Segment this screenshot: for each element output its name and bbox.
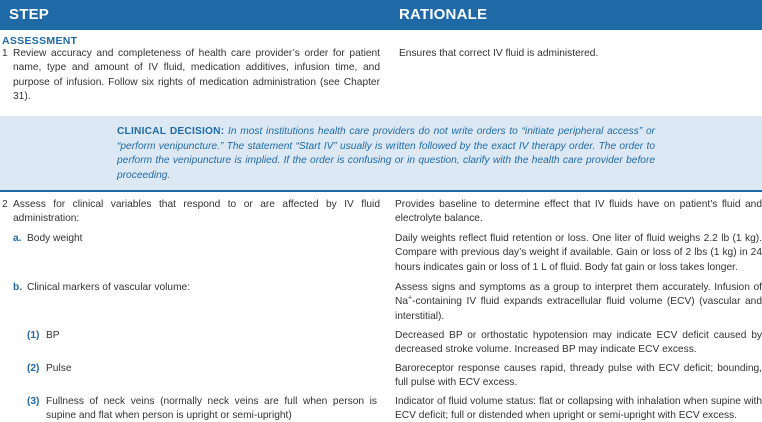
step-2b1-rationale: Decreased BP or orthostatic hypotension may indicate ECV deficit caused by decreased stroke volume. Increased BP may indicate ECV excess. <box>395 330 762 356</box>
section-heading-assessment: ASSESSMENT <box>2 35 78 47</box>
step-column-header: STEP <box>9 6 49 23</box>
step-2-rationale: Provides baseline to determine effect that IV fluids have on patient’s fluid and electrolyte balance. <box>395 199 762 225</box>
step-2b-rationale-part2: -containing IV fluid expands extracellular fluid volume (ECV) (vascular and interstitial). <box>395 296 762 322</box>
step-2a-label: a. <box>13 233 22 244</box>
step-2b1-text: BP <box>46 330 60 341</box>
step-2-text: Assess for clinical variables that respond to or are affected by IV fluid administration: <box>13 199 380 225</box>
step-1-number: 1 <box>2 48 8 59</box>
step-2b-rationale-superscript: + <box>408 295 413 303</box>
clinical-decision-note <box>117 125 655 183</box>
step-2b2-label: (2) <box>27 363 40 374</box>
step-2b1-label: (1) <box>27 330 40 341</box>
step-2b-label: b. <box>13 282 23 293</box>
step-2b2-rationale: Baroreceptor response causes rapid, thready pulse with ECV deficit; bounding, full pulse with ECV excess. <box>395 363 762 389</box>
step-2a-text: Body weight <box>27 233 83 244</box>
step-1-text: Review accuracy and completeness of health care provider’s order for patient name, type and amount of IV fluid, medication additives, infusion time, and purpose of infusion. Follow six rights of medication administration (see Chapter 31). <box>13 48 380 103</box>
table-header <box>0 0 762 30</box>
step-2b3-rationale: Indicator of fluid volume status: flat or collapsing with inhalation when supine with ECV deficit; full or distended when upright or semi-upright with ECV excess. <box>395 396 762 422</box>
step-2b-rationale-part1: Assess signs and symptoms as a group to interpret them accurately. Infusion of Na <box>395 282 762 308</box>
step-2b2-text: Pulse <box>46 363 72 374</box>
step-2b-rationale <box>395 281 762 324</box>
step-2b-text: Clinical markers of vascular volume: <box>27 282 191 293</box>
step-2b3-label: (3) <box>27 396 40 407</box>
step-2a-rationale: Daily weights reflect fluid retention or loss. One liter of fluid weighs 2.2 lb (1 kg). Compare with previous day’s weight if available. Gain or loss of 2 lbs (1 kg) in 24 hours indicates gain or loss of 1 L of fluid. Body fat gain or loss takes longer. <box>395 233 762 273</box>
step-2b3-text: Fullness of neck veins (normally neck veins are full when person is supine and flat when person is upright or semi-upright) <box>46 396 377 422</box>
step-2-number: 2 <box>2 199 8 210</box>
rationale-column-header: RATIONALE <box>399 6 488 23</box>
clinical-decision-label: CLINICAL DECISION: <box>117 126 225 137</box>
clinical-decision-text: In most institutions health care providers do not write orders to “initiate peripheral access” or “perform venipuncture.” The statement “Start IV” usually is written followed by the exact IV therapy order. The order to perform the venipuncture is implied. If the order is confusing or in question, clarify with the health care provider before proceeding. <box>117 126 655 181</box>
clinical-decision-bottom-rule <box>0 190 762 192</box>
step-1-rationale: Ensures that correct IV fluid is administered. <box>399 48 599 59</box>
